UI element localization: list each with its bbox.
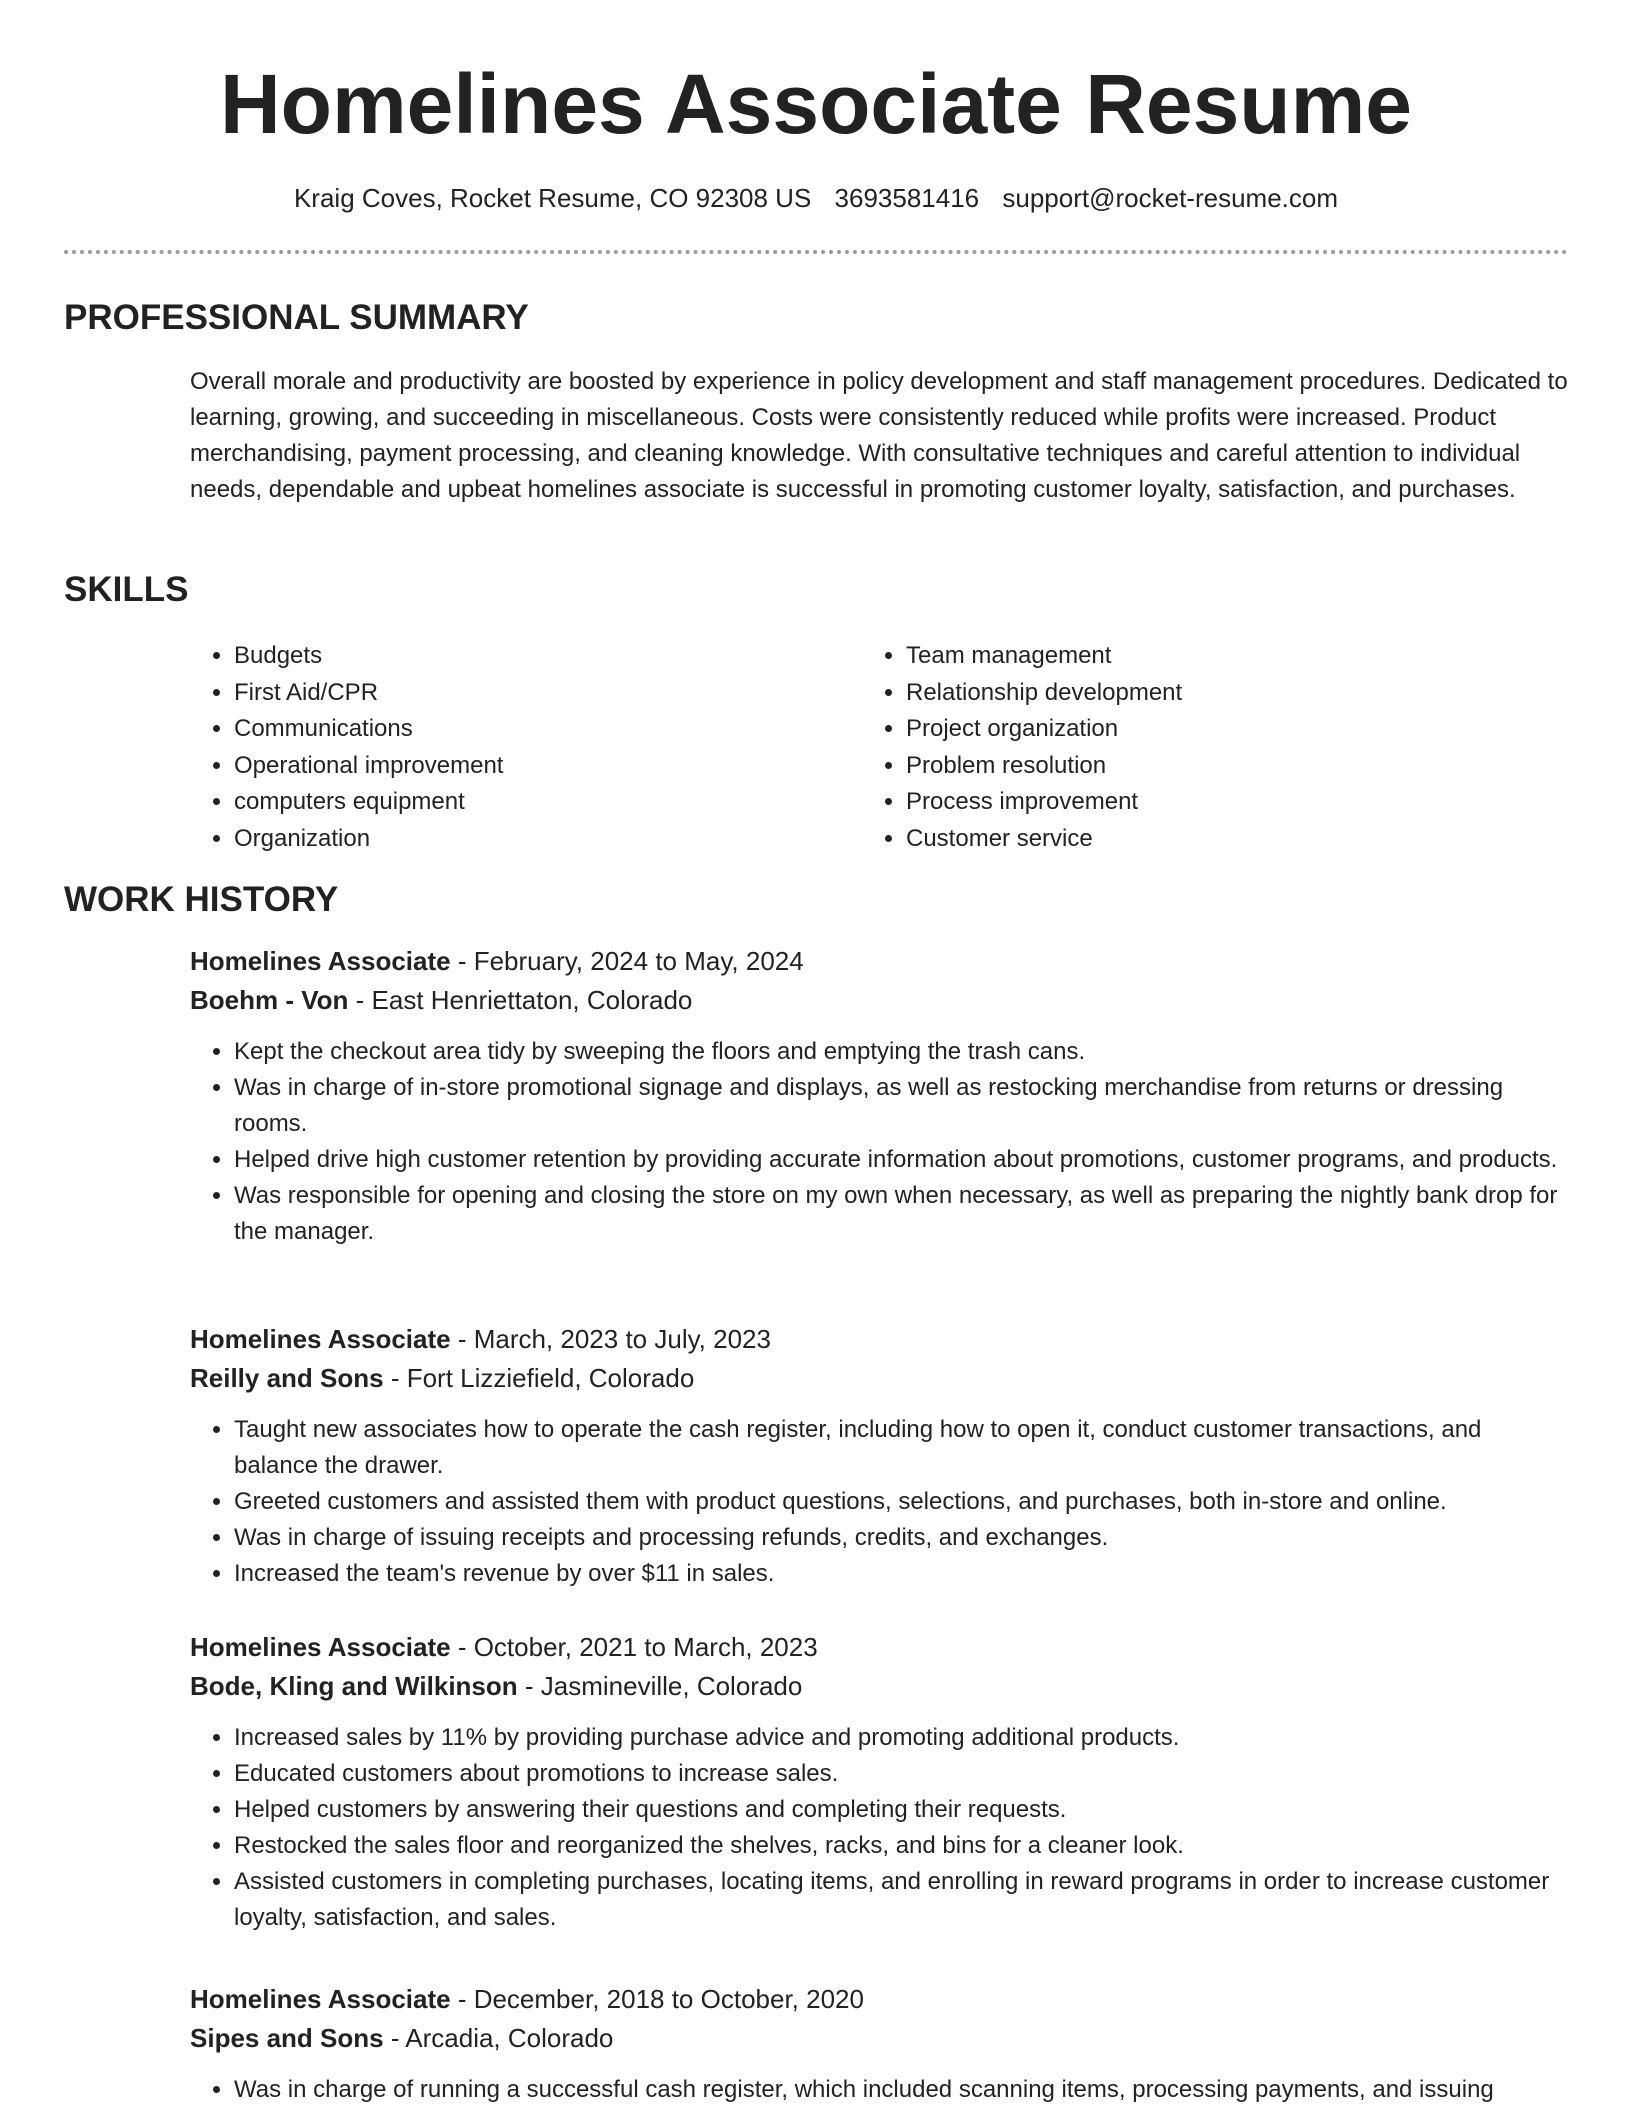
job-dates: - March, 2023 to July, 2023 [450,1324,771,1354]
job-company-line [190,2019,1572,2058]
job-dates: - February, 2024 to May, 2024 [450,946,804,976]
job-bullet: • Kept the checkout area tidy by sweeping the floors and emptying the trash cans. [234,1034,1572,1070]
job-title-line [190,1320,1572,1359]
job-bullet: • Was in charge of in-store promotional signage and displays, as well as restocking merchandise from returns or dressing rooms. [234,1070,1572,1142]
skill-item: • Organization [234,821,854,858]
job-bullet: • Restocked the sales floor and reorganized the shelves, racks, and bins for a cleaner look. [234,1828,1572,1864]
job-company: Bode, Kling and Wilkinson [190,1671,518,1701]
contact-line [0,180,1632,216]
skill-item: • Process improvement [906,784,1526,821]
job-title-line [190,1628,1572,1667]
skill-item: • Customer service [906,821,1526,858]
skill-item: • Project organization [906,711,1526,748]
job-title-line [190,1980,1572,2019]
job-location: - Jasmineville, Colorado [517,1671,803,1701]
job-bullet: • Educated customers about promotions to increase sales. [234,1756,1572,1792]
job-company-line [190,1667,1572,1706]
job-bullet: • Helped drive high customer retention by providing accurate information about promotions, customer programs, and products. [234,1142,1572,1178]
skill-item: • First Aid/CPR [234,675,854,712]
job-entry [190,1980,1572,2108]
job-bullet: • Increased the team's revenue by over $11 in sales. [234,1556,1572,1592]
skill-item: • Team management [906,638,1526,675]
job-company: Boehm - Von [190,985,349,1015]
skills-list-right [862,638,1526,857]
skill-item: • Budgets [234,638,854,675]
job-title-line [190,942,1572,981]
skill-item: • Relationship development [906,675,1526,712]
job-entry [190,942,1572,1250]
contact-address: Kraig Coves, Rocket Resume, CO 92308 US [293,183,812,213]
job-bullets [190,1034,1572,1250]
skill-item: • Operational improvement [234,748,854,785]
job-company-line [190,981,1572,1020]
job-bullet: • Was in charge of running a successful cash register, which included scanning items, processing payments, and issuing [234,2072,1572,2108]
job-company: Sipes and Sons [190,2023,384,2053]
skills-heading: SKILLS [64,570,189,609]
job-bullets [190,1720,1572,1936]
contact-phone: 3693581416 [834,183,980,213]
summary-text: Overall morale and productivity are boosted by experience in policy development and staff management procedures. Dedicated to learning, growing, and succeeding in miscellaneous. Costs were consistently reduced while profits were increased. Product merchandising, payment processing, and cleaning knowledge. With consultative techniques and careful attention to individual needs, dependable and upbeat homelines associate is successful in promoting customer loyalty, satisfaction, and purchases. [190,368,1568,503]
skill-item: • Communications [234,711,854,748]
job-bullet: • Was responsible for opening and closing the store on my own when necessary, as well as preparing the nightly bank drop for the manager. [234,1178,1572,1250]
job-title: Homelines Associate [190,1984,451,2014]
page-title: Homelines Associate Resume [219,57,1413,151]
skill-item: • computers equipment [234,784,854,821]
job-location: - Fort Lizziefield, Colorado [383,1363,695,1393]
job-bullet: • Was in charge of issuing receipts and processing refunds, credits, and exchanges. [234,1520,1572,1556]
job-entry [190,1628,1572,1936]
job-bullet: • Assisted customers in completing purchases, locating items, and enrolling in reward programs in order to increase customer loyalty, satisfaction, and sales. [234,1864,1572,1936]
job-location: - Arcadia, Colorado [383,2023,614,2053]
summary-heading: PROFESSIONAL SUMMARY [64,298,529,337]
job-dates: - December, 2018 to October, 2020 [450,1984,864,2014]
job-bullet: • Helped customers by answering their questions and completing their requests. [234,1792,1572,1828]
job-company: Reilly and Sons [190,1363,384,1393]
job-bullets [190,2072,1572,2108]
job-entry [190,1320,1572,1592]
skills-list-left [190,638,854,857]
job-location: - East Henriettaton, Colorado [348,985,693,1015]
job-title: Homelines Associate [190,1324,451,1354]
job-bullet: • Increased sales by 11% by providing purchase advice and promoting additional products. [234,1720,1572,1756]
job-title: Homelines Associate [190,946,451,976]
job-bullet: • Greeted customers and assisted them with product questions, selections, and purchases, both in-store and online. [234,1484,1572,1520]
job-company-line [190,1359,1572,1398]
skill-item: • Problem resolution [906,748,1526,785]
header-divider [64,250,1568,254]
job-title: Homelines Associate [190,1632,451,1662]
contact-email: support@rocket-resume.com [1002,183,1339,213]
job-bullets [190,1412,1572,1592]
work-history-heading: WORK HISTORY [64,880,339,919]
job-dates: - October, 2021 to March, 2023 [450,1632,818,1662]
job-bullet: • Taught new associates how to operate the cash register, including how to open it, conduct customer transactions, and balance the drawer. [234,1412,1572,1484]
